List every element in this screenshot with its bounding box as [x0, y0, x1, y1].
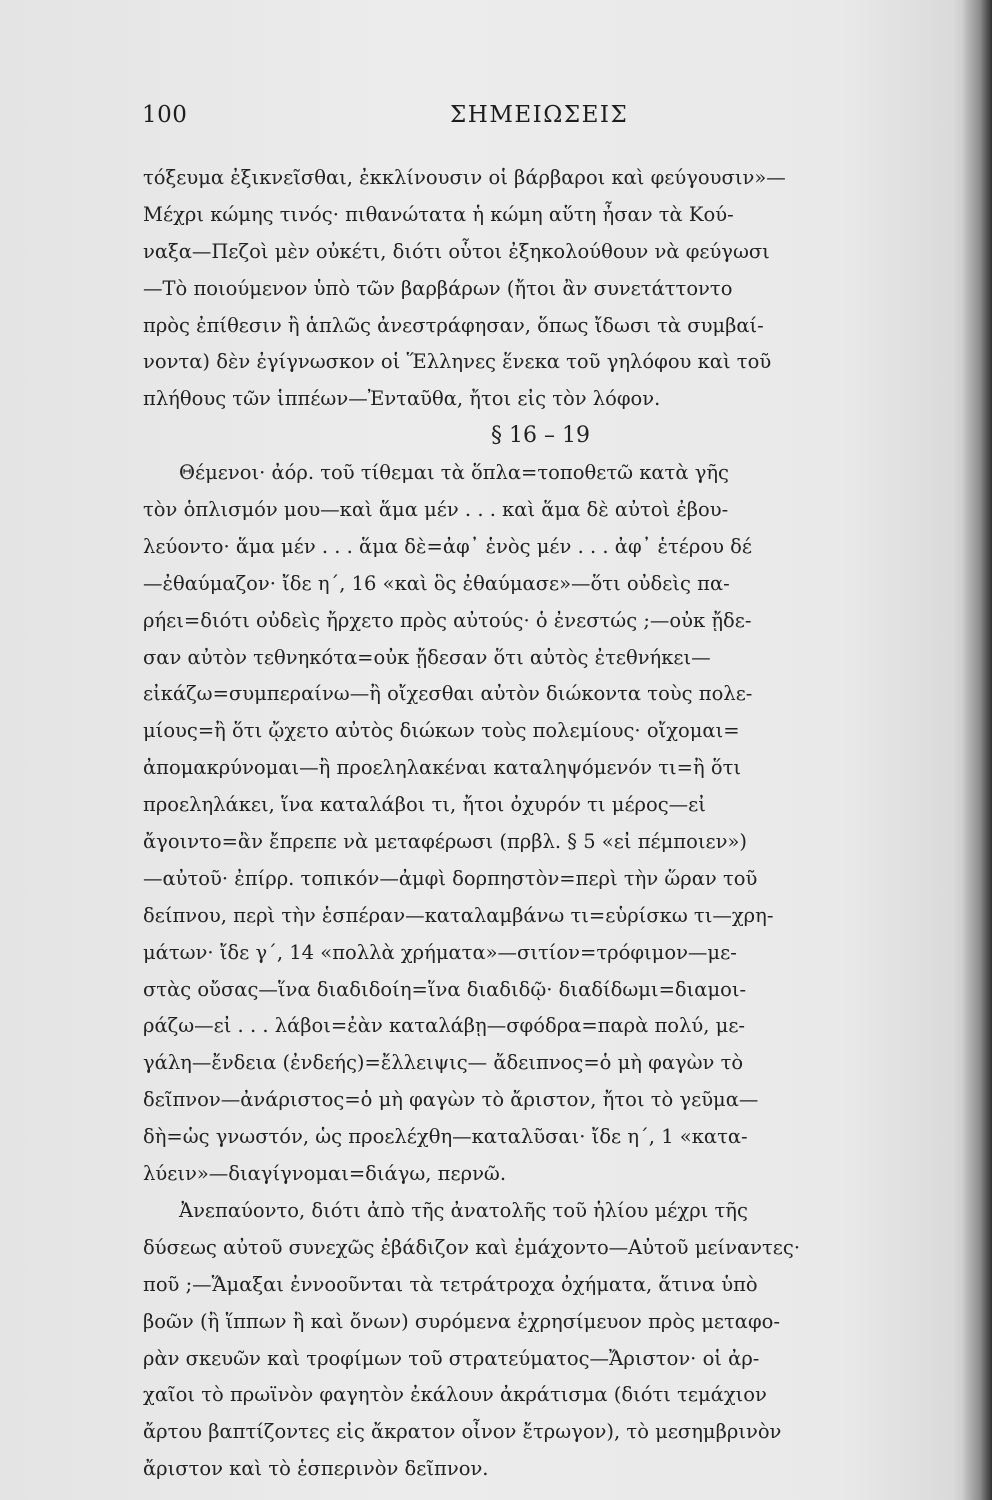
- text-line: σαν αὐτὸν τεθνηκότα=οὐκ ᾔδεσαν ὅτι αὐτὸς ἐτεθνήκει—: [143, 645, 711, 669]
- text-line: προεληλάκει, ἵνα καταλάβοι τι, ἤτοι ὀχυρόν τι μέρος—εἰ: [143, 793, 706, 817]
- text-line: Ἀνεπαύοντο, διότι ἀπὸ τῆς ἀνατολῆς τοῦ ἡλίου μέχρι τῆς: [179, 1198, 748, 1222]
- text-line: νοντα) δὲν ἐγίγνωσκον οἱ Ἕλληνες ἕνεκα τοῦ γηλόφου καὶ τοῦ: [143, 350, 772, 374]
- text-line: στὰς οὔσας—ἵνα διαδιδοίη=ἵνα διαδιδῷ· διαδίδωμι=διαμοι-: [143, 977, 747, 1001]
- text-line: τὸν ὁπλισμόν μου—καὶ ἅμα μέν . . . καὶ ἅμα δὲ αὐτοὶ ἐβου-: [143, 498, 729, 522]
- text-line: —αὐτοῦ· ἐπίρρ. τοπικόν—ἀμφὶ δορπηστὸν=περὶ τὴν ὥραν τοῦ: [143, 866, 758, 890]
- text-line: ναξα—Πεζοὶ μὲν οὐκέτι, διότι οὗτοι ἐξηκολούθουν νὰ φεύγωσι: [143, 239, 770, 263]
- page-edge-shadow: [962, 0, 992, 1500]
- text-line: ἄριστον καὶ τὸ ἑσπερινὸν δεῖπνον.: [143, 1457, 489, 1481]
- text-line: πλήθους τῶν ἱππέων—Ἐνταῦθα, ἤτοι εἰς τὸν λόφον.: [143, 387, 661, 411]
- text-line: ἀπομακρύνομαι—ἢ προεληλακέναι καταληψόμενόν τι=ἢ ὅτι: [143, 756, 742, 780]
- text-line: ἄγοιντο=ἂν ἔπρεπε νὰ μεταφέρωσι (πρβλ. § 5 «εἰ πέμποιεν»): [143, 830, 747, 854]
- text-line: δύσεως αὐτοῦ συνεχῶς ἐβάδιζον καὶ ἐμάχοντο—Αὐτοῦ μείναντες·: [143, 1235, 801, 1259]
- text-line: λύειν»—διαγίγνομαι=διάγω, περνῶ.: [143, 1162, 507, 1186]
- running-title: ΣΗΜΕΙΩΣΕΙΣ: [450, 102, 629, 128]
- section-heading: § 16 – 19: [491, 423, 590, 449]
- text-line: Μέχρι κώμης τινός· πιθανώτατα ἡ κώμη αὕτη ἦσαν τὰ Κού-: [143, 202, 734, 226]
- text-line: ράζω—εἰ . . . λάβοι=ἐὰν καταλάβῃ—σφόδρα=παρὰ πολύ, με-: [143, 1014, 746, 1038]
- text-line: ρήει=διότι οὐδεὶς ἤρχετο πρὸς αὐτούς· ὁ ἐνεστώς ;—οὐκ ᾔδε-: [143, 608, 752, 632]
- text-line: δεῖπνον—ἀνάριστος=ὁ μὴ φαγὼν τὸ ἄριστον, ἤτοι τὸ γεῦμα—: [143, 1088, 759, 1112]
- text-line: —Τὸ ποιούμενον ὑπὸ τῶν βαρβάρων (ἤτοι ἂν συνετάττοντο: [143, 276, 733, 300]
- page-number: 100: [142, 102, 188, 128]
- text-line: ποῦ ;—Ἅμαξαι ἐννοοῦνται τὰ τετράτροχα ὀχήματα, ἅτινα ὑπὸ: [143, 1272, 758, 1296]
- page-header: [142, 98, 942, 138]
- text-line: ἄρτου βαπτίζοντες εἰς ἄκρατον οἶνον ἔτρωγον), τὸ μεσημβρινὸν: [143, 1420, 782, 1444]
- text-line: τόξευμα ἐξικνεῖσθαι, ἐκκλίνουσιν οἱ βάρβαροι καὶ φεύγουσιν»—: [143, 166, 786, 189]
- text-line: ρὰν σκευῶν καὶ τροφίμων τοῦ στρατεύματος—Ἄριστον· οἱ ἀρ-: [143, 1346, 760, 1370]
- text-line: Θέμενοι· ἀόρ. τοῦ τίθεμαι τὰ ὅπλα=τοποθετῶ κατὰ γῆς: [179, 461, 729, 485]
- text-line: —ἐθαύμαζον· ἴδε η΄, 16 «καὶ ὃς ἐθαύμασε»—ὅτι οὐδεὶς πα-: [143, 571, 730, 595]
- text-line: χαῖοι τὸ πρωϊνὸν φαγητὸν ἐκάλουν ἀκράτισμα (διότι τεμάχιον: [143, 1383, 767, 1407]
- text-line: μάτων· ἴδε γ΄, 14 «πολλὰ χρήματα»—σιτίον=τρόφιμον—με-: [143, 940, 737, 964]
- text-line: δείπνου, περὶ τὴν ἑσπέραν—καταλαμβάνω τι=εὑρίσκω τι—χρη-: [143, 903, 774, 927]
- text-line: δὴ=ὡς γνωστόν, ὡς προελέχθη—καταλῦσαι· ἴδε η΄, 1 «κατα-: [143, 1125, 748, 1149]
- text-line: βοῶν (ἢ ἵππων ἢ καὶ ὄνων) συρόμενα ἐχρησίμευον πρὸς μεταφο-: [143, 1309, 780, 1333]
- text-line: πρὸς ἐπίθεσιν ἢ ἁπλῶς ἀνεστράφησαν, ὅπως ἴδωσι τὰ συμβαί-: [143, 313, 764, 337]
- text-line: λεύοντο· ἅμα μέν . . . ἅμα δὲ=ἀφ᾽ ἑνὸς μέν . . . ἀφ᾽ ἑτέρου δέ: [143, 534, 753, 558]
- body-text: [143, 160, 938, 1488]
- text-line: γάλη—ἔνδεια (ἐνδεής)=ἔλλειψις— ἄδειπνος=ὁ μὴ φαγὼν τὸ: [143, 1051, 744, 1075]
- text-line: εἰκάζω=συμπεραίνω—ἢ οἴχεσθαι αὐτὸν διώκοντα τοὺς πολε-: [143, 682, 753, 706]
- text-line: μίους=ἢ ὅτι ᾤχετο αὐτὸς διώκων τοὺς πολεμίους· οἴχομαι=: [143, 719, 740, 743]
